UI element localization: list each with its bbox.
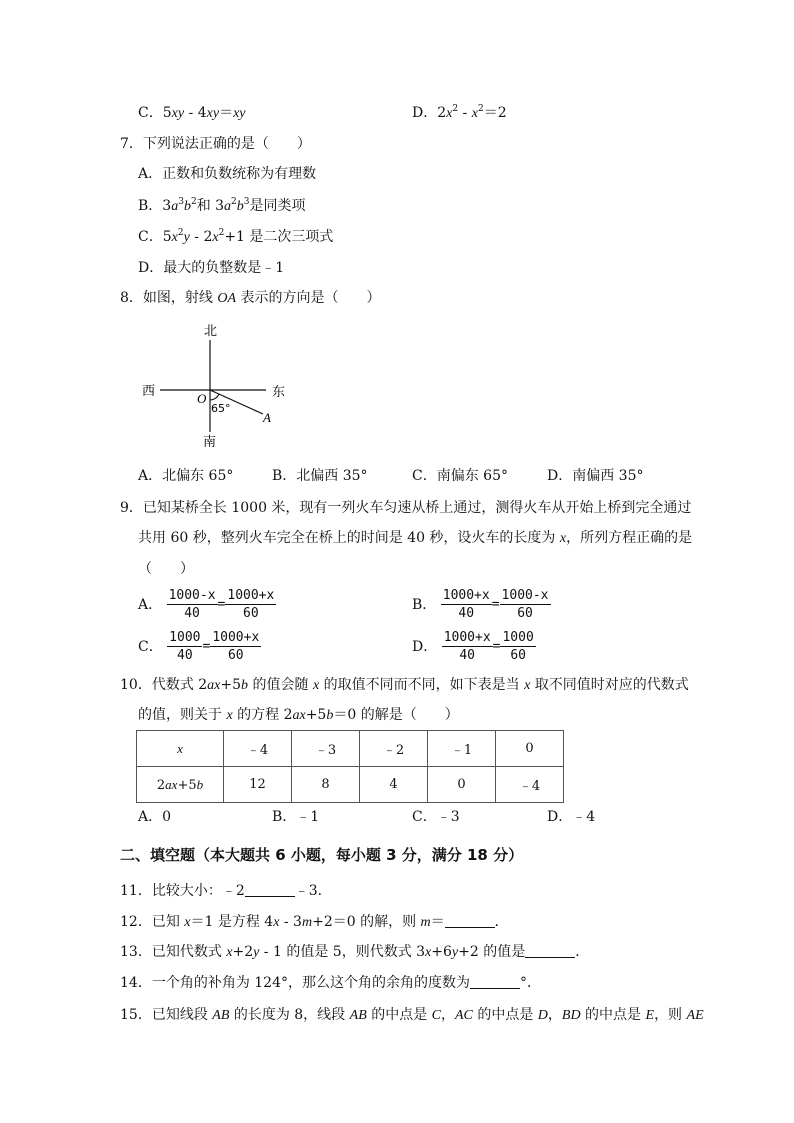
table-cell: 0 — [496, 731, 564, 767]
answer-blank[interactable] — [470, 974, 520, 989]
section-title: 二、填空题（本大题共 6 小题，每小题 3 分，满分 18 分） — [120, 846, 524, 864]
q9-stem-line2: 共用 60 秒，整列火车完全在桥上的时间是 40 秒，设火车的长度为 x，所列方程正确的是 — [138, 530, 693, 546]
table-cell: ﹣3 — [292, 731, 360, 767]
q11: 11．比较大小：﹣2 ﹣3． — [120, 883, 332, 899]
table-cell: 12 — [224, 767, 292, 803]
table-header-x: x — [137, 731, 224, 767]
table-cell: 4 — [360, 767, 428, 803]
table-cell: ﹣4 — [224, 731, 292, 767]
q7-option-c: C．$5x^2y - 2x^2+1$ 是二次三项式 — [138, 228, 334, 245]
q9-stem-line1: 9．已知某桥全长 1000 米，现有一列火车匀速从桥上通过，测得火车从开始上桥到完全通过 — [120, 500, 692, 516]
table-cell: ﹣1 — [428, 731, 496, 767]
q7-stem: 7．下列说法正确的是（ ） — [120, 136, 311, 152]
q8-option-a: A．北偏东 65° — [138, 468, 234, 484]
q10-stem-line2: 的值，则关于 x 的方程 2ax+5b＝0 的解是（ ） — [138, 707, 459, 723]
q12: 12．已知 x＝1 是方程 4x - 3m+2＝0 的解，则 m＝ ． — [120, 914, 509, 930]
q10-option-c: C．﹣3 — [412, 809, 460, 825]
q7-option-a: A．正数和负数统称为有理数 — [138, 166, 317, 182]
answer-blank[interactable] — [445, 913, 495, 928]
table-cell: 0 — [428, 767, 496, 803]
q9-option-d: D． $\frac{1000+x}{40}$ = $\frac{1000}{60}$ — [412, 630, 534, 663]
table-row — [137, 731, 564, 767]
q8-option-c: C．南偏东 65° — [412, 468, 508, 484]
answer-blank[interactable] — [245, 882, 295, 897]
q9-option-c: C． $\frac{1000}{40}$ = $\frac{1000+x}{60}$ — [138, 630, 260, 663]
q10-stem-line1: 10．代数式 2ax+5b 的值会随 x 的取值不同而不同，如下表是当 x 取不同值时对应的代数式 — [120, 677, 689, 693]
table-cell: ﹣4 — [496, 767, 564, 803]
table-cell: ﹣2 — [360, 731, 428, 767]
q8-direction-figure — [130, 318, 300, 454]
q9-stem-line3: （ ） — [138, 561, 194, 577]
label-west: 西 — [142, 384, 156, 399]
q8-stem: 8．如图，射线 OA 表示的方向是（ ） — [120, 290, 381, 306]
label-angle: 65° — [211, 402, 231, 415]
label-east: 东 — [272, 385, 286, 400]
label-point-a: A — [263, 410, 271, 425]
label-south: 南 — [203, 435, 217, 450]
table-header-expr: 2ax+5b — [137, 767, 224, 803]
q10-option-b: B．﹣1 — [272, 809, 320, 825]
q15: 15．已知线段 AB 的长度为 8，线段 AB 的中点是 C，AC 的中点是 D，BD 的中点是 E，则 AE — [120, 1007, 704, 1023]
answer-blank[interactable] — [525, 943, 575, 958]
table-row — [137, 767, 564, 803]
q14: 14．一个角的补角为 124°，那么这个角的余角的度数为 °． — [120, 975, 541, 991]
q10-value-table — [136, 730, 564, 803]
q9-option-b: B． $\frac{1000+x}{40}$ = $\frac{1000-x}{60}$ — [412, 588, 549, 621]
label-origin: O — [197, 391, 207, 406]
q9-option-a: A． $\frac{1000-x}{40}$ = $\frac{1000+x}{60}$ — [138, 588, 275, 621]
q7-option-d: D．最大的负整数是﹣1 — [138, 260, 285, 276]
q10-option-a: A．0 — [138, 809, 172, 825]
q8-option-b: B．北偏西 35° — [272, 468, 368, 484]
table-cell: 8 — [292, 767, 360, 803]
angle-arc — [210, 394, 219, 400]
q6-option-c: C．5xy - 4xy＝xy — [138, 105, 246, 121]
q8-option-d: D．南偏西 35° — [547, 468, 644, 484]
q7-option-b: B．$3a^3b^2$和 $3a^2b^3$是同类项 — [138, 197, 306, 214]
q6-option-d: D．$2x^2 - x^2=2$ — [412, 104, 507, 121]
label-north: 北 — [204, 324, 218, 339]
q13: 13．已知代数式 x+2y - 1 的值是 5，则代数式 3x+6y+2 的值是 ． — [120, 944, 590, 960]
q10-option-d: D．﹣4 — [547, 809, 596, 825]
